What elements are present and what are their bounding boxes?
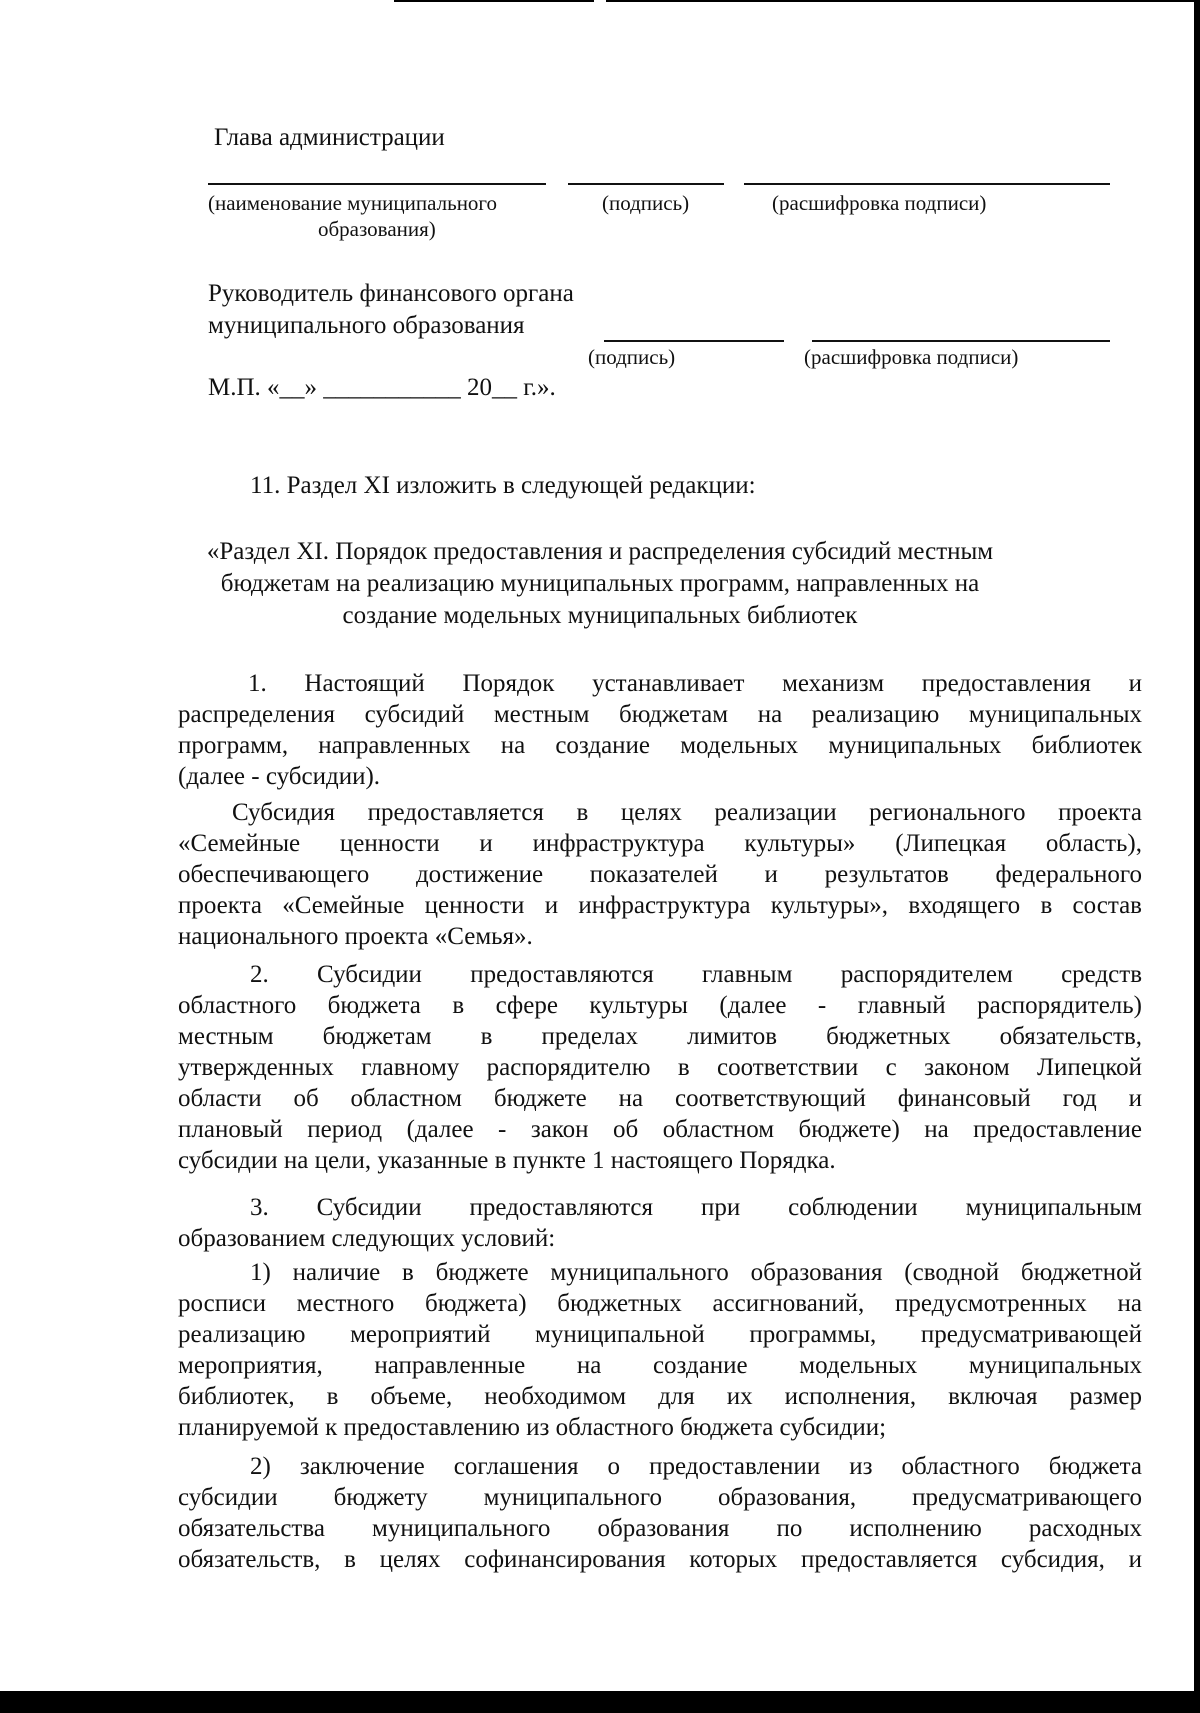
signature-line-2 (604, 340, 784, 342)
text-line: национального проекта «Семья». (178, 923, 533, 950)
scan-edge-mark (606, 0, 1200, 2)
text-line: планируемой к предоставлению из областного бюджета субсидии; (178, 1414, 887, 1441)
finance-head-title: Руководитель финансового органа (208, 280, 574, 307)
finance-head-title-cont: муниципального образования (208, 312, 525, 339)
signature-line-1 (568, 183, 724, 185)
text-line: библиотек, в объеме, необходимом для их исполнения, включая размер (178, 1383, 1142, 1410)
text-line: образованием следующих условий: (178, 1225, 556, 1252)
text-line: областного бюджета в сфере культуры (далее - главный распорядитель) (178, 992, 1142, 1019)
text-line: субсидии бюджету муниципального образования, предусматривающего (178, 1484, 1142, 1511)
text-line: 1) наличие в бюджете муниципального образования (сводной бюджетной (250, 1259, 1142, 1286)
label-municipality: (наименование муниципального (208, 191, 498, 215)
decoding-line-2 (812, 340, 1110, 342)
decoding-line-1 (744, 183, 1110, 185)
text-line: утвержденных главному распорядителю в соответствии с законом Липецкой (178, 1054, 1142, 1081)
text-line: 2. Субсидии предоставляются главным распорядителем средств (250, 961, 1142, 988)
text-line: росписи местного бюджета) бюджетных ассигнований, предусмотренных на (178, 1290, 1142, 1317)
paragraph-5 (178, 1257, 1142, 1443)
municipality-line (208, 183, 546, 185)
text-line: «Семейные ценности и инфраструктура культуры» (Липецкая область), (178, 830, 1142, 857)
text-line: распределения субсидий местным бюджетам на реализацию муниципальных (178, 701, 1142, 728)
scan-edge-right (1194, 0, 1200, 1713)
text-line: Субсидия предоставляется в целях реализации регионального проекта (232, 799, 1142, 826)
text-line: проекта «Семейные ценности и инфраструктура культуры», входящего в состав (178, 892, 1142, 919)
head-title: Глава администрации (214, 124, 445, 151)
text-line: субсидии на цели, указанные в пункте 1 настоящего Порядка. (178, 1147, 836, 1174)
label-signature-1: (подпись) (602, 191, 690, 215)
paragraph-2 (178, 797, 1142, 952)
scan-edge-bottom (0, 1691, 1200, 1713)
text-line: обязательств, в целях софинансирования которых предоставляется субсидия, и (178, 1546, 1142, 1573)
label-decoding-1: (расшифровка подписи) (772, 191, 987, 215)
section-title-line: создание модельных муниципальных библиотек (342, 602, 858, 629)
label-signature-2: (подпись) (588, 345, 676, 369)
section-title-line: бюджетам на реализацию муниципальных программ, направленных на (220, 570, 980, 597)
section-title-line: «Раздел XI. Порядок предоставления и распределения субсидий местным (206, 538, 994, 565)
text-line: (далее - субсидии). (178, 763, 381, 790)
text-line: области об областном бюджете на соответствующий финансовый год и (178, 1085, 1142, 1112)
text-line: обязательства муниципального образования по исполнению расходных (178, 1515, 1142, 1542)
text-line: программ, направленных на создание модельных муниципальных библиотек (178, 732, 1142, 759)
text-line: 3. Субсидии предоставляются при соблюдении муниципальным (250, 1194, 1142, 1221)
text-line: 1. Настоящий Порядок устанавливает механизм предоставления и (248, 670, 1142, 697)
text-line: 2) заключение соглашения о предоставлении из областного бюджета (250, 1453, 1142, 1480)
text-line: мероприятия, направленные на создание модельных муниципальных (178, 1352, 1142, 1379)
label-municipality-cont: образования) (318, 217, 436, 241)
scan-edge-mark (394, 0, 594, 2)
label-decoding-2: (расшифровка подписи) (804, 345, 1019, 369)
text-line: плановый период (далее - закон об областном бюджете) на предоставление (178, 1116, 1142, 1143)
text-line: местным бюджетам в пределах лимитов бюджетных обязательств, (178, 1023, 1142, 1050)
paragraph-4 (178, 1192, 1142, 1254)
paragraph-6 (178, 1451, 1142, 1575)
paragraph-3 (178, 959, 1142, 1176)
stamp-date-line: М.П. «__» ___________ 20__ г.». (208, 374, 556, 401)
paragraph-1 (178, 668, 1142, 792)
text-line: реализацию мероприятий муниципальной программы, предусматривающей (178, 1321, 1142, 1348)
section-intro: 11. Раздел XI изложить в следующей редакции: (250, 472, 756, 499)
text-line: обеспечивающего достижение показателей и результатов федерального (178, 861, 1142, 888)
